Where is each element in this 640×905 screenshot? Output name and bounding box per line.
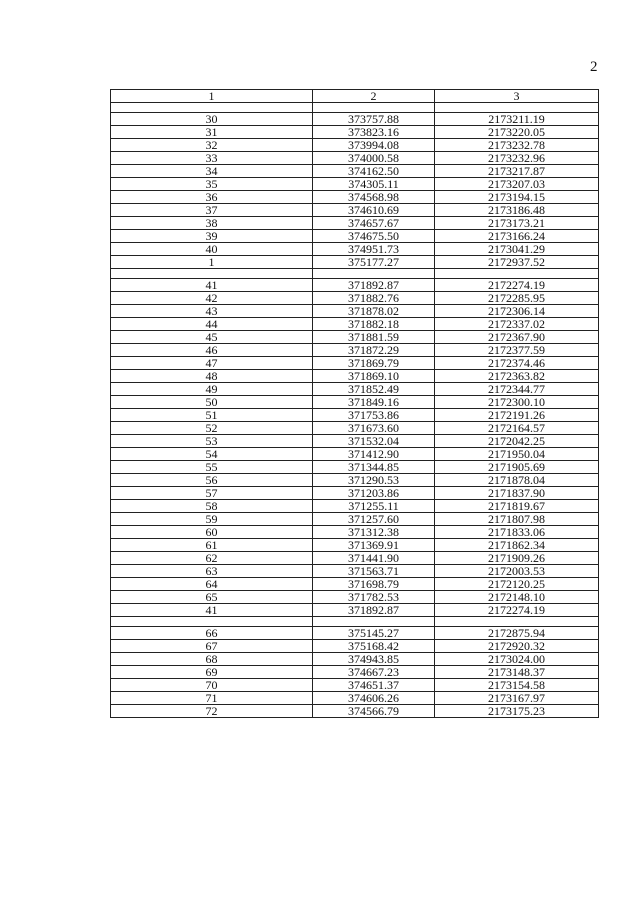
cell-y-coordinate: 2173217.87 <box>435 165 599 178</box>
table-row <box>111 679 599 692</box>
cell-x-coordinate: 371892.87 <box>313 604 435 617</box>
cell-y-coordinate: 2172344.77 <box>435 383 599 396</box>
cell-x-coordinate: 371881.59 <box>313 331 435 344</box>
cell-y-coordinate: 2172274.19 <box>435 604 599 617</box>
table-row <box>111 178 599 191</box>
cell-point-number: 69 <box>111 666 313 679</box>
cell-point-number: 65 <box>111 591 313 604</box>
cell-x-coordinate: 371312.38 <box>313 526 435 539</box>
cell-point-number: 34 <box>111 165 313 178</box>
cell-x-coordinate: 373757.88 <box>313 113 435 126</box>
cell-y-coordinate: 2173186.48 <box>435 204 599 217</box>
cell-x-coordinate: 371290.53 <box>313 474 435 487</box>
cell-x-coordinate: 371782.53 <box>313 591 435 604</box>
cell-y-coordinate: 2173154.58 <box>435 679 599 692</box>
cell-point-number: 64 <box>111 578 313 591</box>
cell-x-coordinate: 371698.79 <box>313 578 435 591</box>
cell-y-coordinate: 2172875.94 <box>435 627 599 640</box>
cell-x-coordinate: 374951.73 <box>313 243 435 256</box>
cell-point-number: 58 <box>111 500 313 513</box>
cell-x-coordinate: 371852.49 <box>313 383 435 396</box>
table-row <box>111 705 599 718</box>
table-row <box>111 383 599 396</box>
cell-y-coordinate: 2171833.06 <box>435 526 599 539</box>
cell-y-coordinate: 2171862.34 <box>435 539 599 552</box>
cell-y-coordinate: 2171837.90 <box>435 487 599 500</box>
cell-y-coordinate: 2172337.02 <box>435 318 599 331</box>
cell-x-coordinate: 374566.79 <box>313 705 435 718</box>
table-header-row <box>111 90 599 103</box>
cell-x-coordinate: 375145.27 <box>313 627 435 640</box>
header-y-coordinate: 3 <box>435 90 599 103</box>
table-row <box>111 152 599 165</box>
cell-y-coordinate: 2172003.53 <box>435 565 599 578</box>
table-row <box>111 448 599 461</box>
cell-y-coordinate: 2172367.90 <box>435 331 599 344</box>
table-row <box>111 191 599 204</box>
cell-x-coordinate: 371869.10 <box>313 370 435 383</box>
header-point-number: 1 <box>111 90 313 103</box>
cell-x-coordinate: 373994.08 <box>313 139 435 152</box>
cell-y-coordinate: 2172920.32 <box>435 640 599 653</box>
cell-point-number: 72 <box>111 705 313 718</box>
cell-point-number: 38 <box>111 217 313 230</box>
table-row <box>111 126 599 139</box>
cell-y-coordinate: 2172377.59 <box>435 344 599 357</box>
cell-point-number: 33 <box>111 152 313 165</box>
table-row <box>111 578 599 591</box>
cell-x-coordinate: 371369.91 <box>313 539 435 552</box>
cell-x-coordinate: 371878.02 <box>313 305 435 318</box>
cell-y-coordinate: 2172374.46 <box>435 357 599 370</box>
cell-point-number: 41 <box>111 279 313 292</box>
cell-point-number: 1 <box>111 256 313 269</box>
cell-point-number: 40 <box>111 243 313 256</box>
table-row <box>111 396 599 409</box>
cell-point-number: 43 <box>111 305 313 318</box>
header-spacer-row <box>111 103 599 113</box>
table-row <box>111 591 599 604</box>
table-row <box>111 357 599 370</box>
table-row <box>111 627 599 640</box>
cell-y-coordinate: 2171819.67 <box>435 500 599 513</box>
cell-y-coordinate: 2172042.25 <box>435 435 599 448</box>
cell-point-number: 68 <box>111 653 313 666</box>
table-row <box>111 539 599 552</box>
cell-point-number: 61 <box>111 539 313 552</box>
cell-x-coordinate: 371753.86 <box>313 409 435 422</box>
cell-point-number: 67 <box>111 640 313 653</box>
cell-point-number: 47 <box>111 357 313 370</box>
cell-x-coordinate: 374651.37 <box>313 679 435 692</box>
table-row <box>111 526 599 539</box>
table-row <box>111 565 599 578</box>
cell-y-coordinate: 2173211.19 <box>435 113 599 126</box>
table-row <box>111 279 599 292</box>
cell-y-coordinate: 2173148.37 <box>435 666 599 679</box>
cell-x-coordinate: 374568.98 <box>313 191 435 204</box>
table-row <box>111 474 599 487</box>
cell-point-number: 48 <box>111 370 313 383</box>
table-row <box>111 370 599 383</box>
cell-point-number: 57 <box>111 487 313 500</box>
cell-y-coordinate: 2173167.97 <box>435 692 599 705</box>
cell-y-coordinate: 2171878.04 <box>435 474 599 487</box>
cell-point-number: 30 <box>111 113 313 126</box>
table-row <box>111 305 599 318</box>
table-row <box>111 243 599 256</box>
cell-point-number: 55 <box>111 461 313 474</box>
table-row <box>111 344 599 357</box>
cell-y-coordinate: 2172937.52 <box>435 256 599 269</box>
table-row <box>111 604 599 617</box>
cell-point-number: 36 <box>111 191 313 204</box>
table-row <box>111 653 599 666</box>
table-row <box>111 461 599 474</box>
cell-y-coordinate: 2172363.82 <box>435 370 599 383</box>
cell-x-coordinate: 374305.11 <box>313 178 435 191</box>
cell-x-coordinate: 371882.76 <box>313 292 435 305</box>
table-row <box>111 500 599 513</box>
cell-point-number: 71 <box>111 692 313 705</box>
cell-point-number: 41 <box>111 604 313 617</box>
cell-x-coordinate: 374675.50 <box>313 230 435 243</box>
cell-y-coordinate: 2173041.29 <box>435 243 599 256</box>
table-row <box>111 487 599 500</box>
cell-y-coordinate: 2171950.04 <box>435 448 599 461</box>
cell-x-coordinate: 371203.86 <box>313 487 435 500</box>
cell-x-coordinate: 371563.71 <box>313 565 435 578</box>
table-row <box>111 666 599 679</box>
table-row <box>111 435 599 448</box>
cell-x-coordinate: 371872.29 <box>313 344 435 357</box>
table-row <box>111 422 599 435</box>
cell-x-coordinate: 371257.60 <box>313 513 435 526</box>
cell-x-coordinate: 374610.69 <box>313 204 435 217</box>
cell-point-number: 66 <box>111 627 313 640</box>
cell-x-coordinate: 374606.26 <box>313 692 435 705</box>
table-row <box>111 292 599 305</box>
cell-point-number: 63 <box>111 565 313 578</box>
cell-point-number: 60 <box>111 526 313 539</box>
cell-y-coordinate: 2173232.78 <box>435 139 599 152</box>
cell-y-coordinate: 2172164.57 <box>435 422 599 435</box>
table-row <box>111 318 599 331</box>
cell-point-number: 42 <box>111 292 313 305</box>
cell-y-coordinate: 2173166.24 <box>435 230 599 243</box>
cell-point-number: 50 <box>111 396 313 409</box>
cell-point-number: 56 <box>111 474 313 487</box>
header-x-coordinate: 2 <box>313 90 435 103</box>
cell-x-coordinate: 371849.16 <box>313 396 435 409</box>
cell-point-number: 44 <box>111 318 313 331</box>
cell-y-coordinate: 2173220.05 <box>435 126 599 139</box>
cell-point-number: 59 <box>111 513 313 526</box>
cell-y-coordinate: 2172148.10 <box>435 591 599 604</box>
cell-y-coordinate: 2173173.21 <box>435 217 599 230</box>
cell-y-coordinate: 2171807.98 <box>435 513 599 526</box>
coordinates-table <box>110 89 599 718</box>
cell-y-coordinate: 2173024.00 <box>435 653 599 666</box>
cell-x-coordinate: 371255.11 <box>313 500 435 513</box>
cell-point-number: 39 <box>111 230 313 243</box>
cell-x-coordinate: 371412.90 <box>313 448 435 461</box>
table-row <box>111 409 599 422</box>
table-row <box>111 139 599 152</box>
cell-x-coordinate: 371869.79 <box>313 357 435 370</box>
cell-point-number: 46 <box>111 344 313 357</box>
cell-point-number: 31 <box>111 126 313 139</box>
cell-x-coordinate: 371673.60 <box>313 422 435 435</box>
cell-x-coordinate: 371892.87 <box>313 279 435 292</box>
page-number: 2 <box>590 59 598 75</box>
table-row <box>111 513 599 526</box>
cell-y-coordinate: 2172274.19 <box>435 279 599 292</box>
cell-x-coordinate: 371441.90 <box>313 552 435 565</box>
cell-y-coordinate: 2171905.69 <box>435 461 599 474</box>
cell-point-number: 53 <box>111 435 313 448</box>
cell-y-coordinate: 2173194.15 <box>435 191 599 204</box>
cell-y-coordinate: 2172306.14 <box>435 305 599 318</box>
cell-y-coordinate: 2173175.23 <box>435 705 599 718</box>
cell-y-coordinate: 2171909.26 <box>435 552 599 565</box>
cell-point-number: 70 <box>111 679 313 692</box>
table-row <box>111 165 599 178</box>
table-row <box>111 331 599 344</box>
table-row <box>111 552 599 565</box>
table-row <box>111 230 599 243</box>
cell-point-number: 51 <box>111 409 313 422</box>
cell-x-coordinate: 374000.58 <box>313 152 435 165</box>
table-row <box>111 256 599 269</box>
cell-x-coordinate: 371882.18 <box>313 318 435 331</box>
cell-x-coordinate: 375177.27 <box>313 256 435 269</box>
cell-x-coordinate: 374657.67 <box>313 217 435 230</box>
cell-y-coordinate: 2172300.10 <box>435 396 599 409</box>
cell-point-number: 32 <box>111 139 313 152</box>
cell-point-number: 54 <box>111 448 313 461</box>
cell-x-coordinate: 373823.16 <box>313 126 435 139</box>
cell-y-coordinate: 2173232.96 <box>435 152 599 165</box>
cell-x-coordinate: 374943.85 <box>313 653 435 666</box>
cell-point-number: 35 <box>111 178 313 191</box>
table-row <box>111 113 599 126</box>
table-row <box>111 692 599 705</box>
table-row <box>111 640 599 653</box>
cell-x-coordinate: 374162.50 <box>313 165 435 178</box>
cell-point-number: 52 <box>111 422 313 435</box>
cell-point-number: 37 <box>111 204 313 217</box>
cell-point-number: 49 <box>111 383 313 396</box>
cell-y-coordinate: 2172285.95 <box>435 292 599 305</box>
cell-x-coordinate: 374667.23 <box>313 666 435 679</box>
cell-x-coordinate: 375168.42 <box>313 640 435 653</box>
table-row <box>111 204 599 217</box>
group-separator-row <box>111 269 599 279</box>
group-separator-row <box>111 617 599 627</box>
cell-y-coordinate: 2172120.25 <box>435 578 599 591</box>
cell-y-coordinate: 2173207.03 <box>435 178 599 191</box>
cell-x-coordinate: 371532.04 <box>313 435 435 448</box>
table-row <box>111 217 599 230</box>
cell-point-number: 62 <box>111 552 313 565</box>
cell-y-coordinate: 2172191.26 <box>435 409 599 422</box>
cell-point-number: 45 <box>111 331 313 344</box>
cell-x-coordinate: 371344.85 <box>313 461 435 474</box>
